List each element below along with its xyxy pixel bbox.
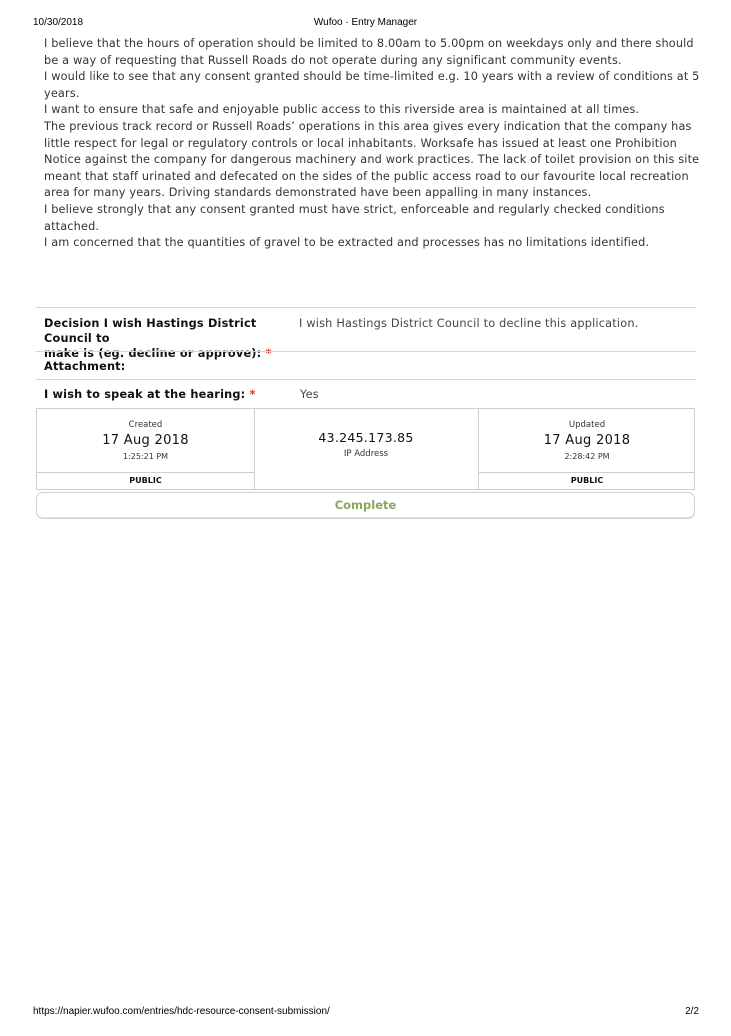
entry-meta xyxy=(36,408,695,490)
updated-info xyxy=(478,409,695,489)
ip-label: IP Address xyxy=(343,449,389,459)
attachment-field xyxy=(36,351,696,380)
attachment-label: Attachment: xyxy=(44,360,126,373)
created-time: 1:25:21 PM xyxy=(122,452,169,461)
comment-paragraph: The previous track record or Russell Roads’ operations in this area gives every indication that the company has little respect for legal or regulatory controls or local inhabitants. Worksafe has issued at least one Prohibition Notice against the company for dangerous machinery and work practices. The lack of toilet provision on this site meant that staff urinated and defecated on the sides of the public access road to our favourite local recreation area for many years. Driving standards demonstrated have been appalling in many instances. xyxy=(44,119,700,200)
decision-field xyxy=(36,307,696,360)
created-date: 17 Aug 2018 xyxy=(102,433,189,448)
created-info xyxy=(37,409,255,489)
comment-text xyxy=(44,36,704,252)
created-visibility: PUBLIC xyxy=(37,472,254,489)
print-date: 10/30/2018 xyxy=(33,17,84,28)
status-button[interactable]: Complete xyxy=(36,492,695,519)
speak-label xyxy=(44,387,256,402)
updated-heading: Updated xyxy=(568,420,606,430)
updated-time: 2:28:42 PM xyxy=(564,452,610,461)
created-heading: Created xyxy=(128,420,163,430)
ip-info xyxy=(254,409,478,489)
ip-address: 43.245.173.85 xyxy=(318,430,414,445)
print-url: https://napier.wufoo.com/entries/hdc-resource-consent-submission/ xyxy=(33,1006,330,1017)
comment-paragraph: I am concerned that the quantities of gravel to be extracted and processes has no limitations identified. xyxy=(44,236,650,250)
updated-date: 17 Aug 2018 xyxy=(543,433,631,448)
print-header xyxy=(0,17,731,31)
speak-value: Yes xyxy=(300,388,319,401)
required-marker: * xyxy=(249,388,256,401)
print-footer xyxy=(0,1006,731,1020)
decision-label-line1: Decision I wish Hastings District Council to xyxy=(44,317,257,345)
comment-paragraph: I believe that the hours of operation should be limited to 8.00am to 5.00pm on weekdays only and there should be a way of requesting that Russell Roads do not operate during any significant community events. xyxy=(44,37,694,67)
comment-paragraph: I would like to see that any consent granted should be time-limited e.g. 10 years with a review of conditions at 5 years. xyxy=(44,70,700,100)
speak-label-text: I wish to speak at the hearing: xyxy=(44,388,246,401)
required-marker: * xyxy=(265,347,272,360)
comment-paragraph: I want to ensure that safe and enjoyable public access to this riverside area is maintained at all times. xyxy=(44,103,640,117)
print-title: Wufoo · Entry Manager xyxy=(313,17,418,28)
updated-visibility: PUBLIC xyxy=(479,472,695,489)
speak-field xyxy=(36,379,696,408)
decision-label-line2: make is (eg. decline or approve): xyxy=(44,347,262,360)
decision-value: I wish Hastings District Council to decline this application. xyxy=(299,317,639,330)
comment-paragraph: I believe strongly that any consent granted must have strict, enforceable and regularly checked conditions attached. xyxy=(44,202,665,233)
page-number: 2/2 xyxy=(685,1006,699,1017)
